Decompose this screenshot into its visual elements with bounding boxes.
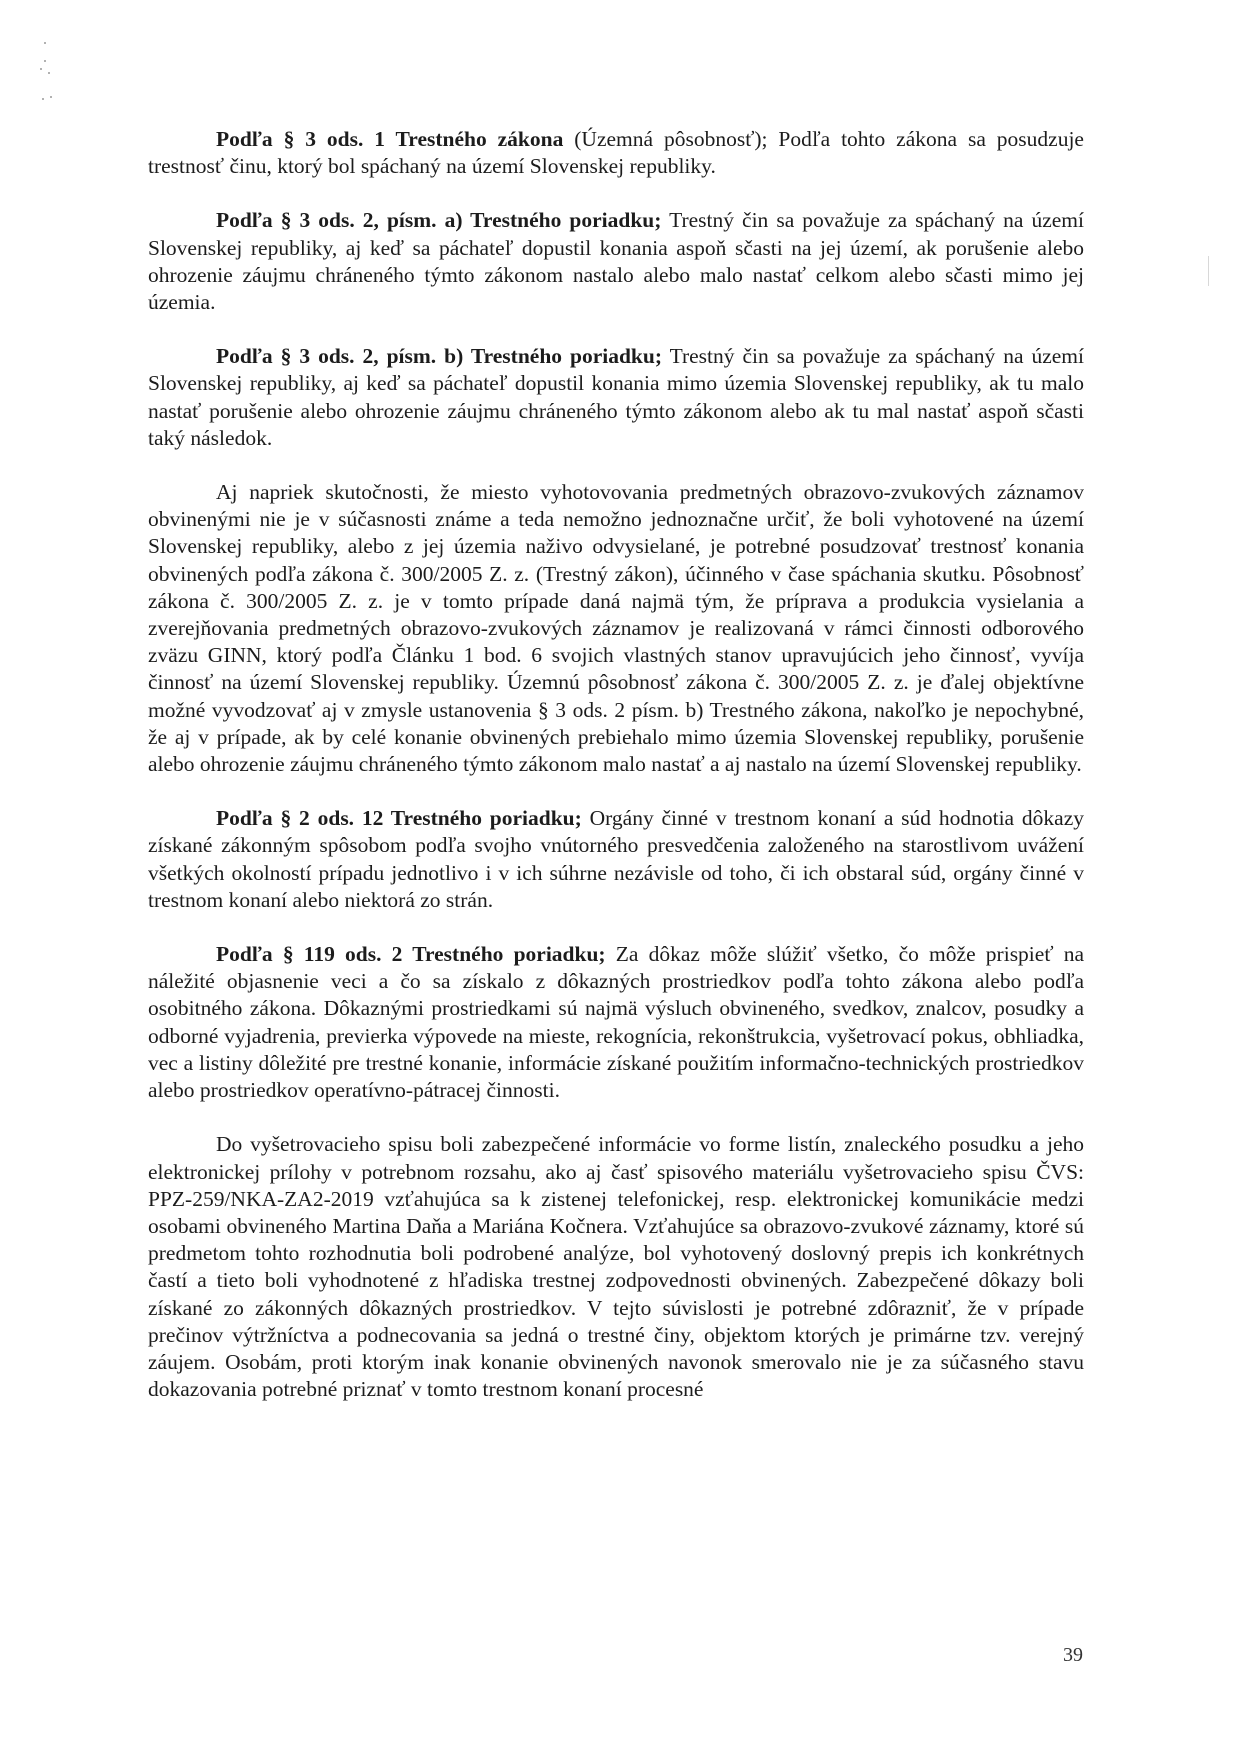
paragraph-heading: Podľa § 119 ods. 2 Trestného poriadku; xyxy=(216,942,606,967)
paragraph-text: Orgány činné v trestnom konaní a súd hodnotia dôkazy získané zákonným spôsobom podľa svojho vnútorného presvedčenia založeného na starostlivom uvážení všetkých okolností prípadu jednotlivo i v ich súhrne nezávisle od toho, či ich obstaral súd, orgány činné v trestnom konaní alebo niektorá zo strán. xyxy=(148,806,1084,912)
paragraph-text: Do vyšetrovacieho spisu boli zabezpečené informácie vo forme listín, znaleckého posudku a jeho elektronickej prílohy v potrebnom rozsahu, ako aj časť spisového materiálu vyšetrovacieho spisu ČVS: PPZ-259/NKA-ZA2-2019 vzťahujúca sa k zistenej telefonickej, resp. elektronickej komunikácie medzi osobami obvineného Martina Daňa a Mariána Kočnera. Vzťahujúce sa obrazovo-zvukové záznamy, ktoré sú predmetom tohto rozhodnutia boli podrobené analýze, bol vyhotovený doslovný prepis ich konkrétnych častí a tieto boli vyhodnotené z hľadiska trestnej zodpovednosti obvinených. Zabezpečené dôkazy boli získané zo zákonných dôkazných prostriedkov. V tejto súvislosti je potrebné zdôrazniť, že v prípade prečinov výtržníctva a podnecovania sa jedná o trestné činy, objektom ktorých je primárne tzv. verejný záujem. Osobám, proti ktorým inak konanie obvinených navonok smerovalo nie je za súčasného stavu dokazovania potrebné priznať v tomto trestnom konaní procesné xyxy=(148,1132,1084,1402)
paragraph-text: Za dôkaz môže slúžiť všetko, čo môže prispieť na náležité objasnenie veci a čo sa získalo z dôkazných prostriedkov podľa tohto zákona alebo podľa osobitného zákona. Dôkaznými prostriedkami sú najmä výsluch obvineného, svedkov, znalcov, posudky a odborné vyjadrenia, previerka výpovede na mieste, rekognícia, rekonštrukcia, vyšetrovací pokus, obhliadka, vec a listiny dôležité pre trestné konanie, informácie získané použitím informačno-technických prostriedkov alebo prostriedkov operatívno-pátracej činnosti. xyxy=(148,942,1084,1103)
paragraph-jurisdiction-reasoning xyxy=(148,479,1084,778)
paragraph-text: (Územná pôsobnosť); Podľa tohto zákona sa posudzuje trestnosť činu, ktorý bol spáchaný na území Slovenskej republiky. xyxy=(148,127,1084,179)
paragraph-text: Aj napriek skutočnosti, že miesto vyhotovovania predmetných obrazovo-zvukových záznamov obvinenými nie je v súčasnosti známe a teda nemožno jednoznačne určiť, že boli vyhotovené na území Slovenskej republiky, alebo z jej územia naživo odvysielané, je potrebné posudzovať trestnosť konania obvinených podľa zákona č. 300/2005 Z. z. (Trestný zákon), účinného v čase spáchania skutku. Pôsobnosť zákona č. 300/2005 Z. z. je v tomto prípade daná najmä tým, že príprava a produkcia vysielania a zverejňovania predmetných obrazovo-zvukových záznamov je realizovaná v rámci činnosti odborového zväzu GINN, ktorý podľa Článku 1 bod. 6 svojich vlastných stanov upravujúcich jeho činnosť, vyvíja činnosť na území Slovenskej republiky. Územnú pôsobnosť zákona č. 300/2005 Z. z. je ďalej objektívne možné vyvodzovať aj v zmysle ustanovenia § 3 ods. 2 písm. b) Trestného zákona, nakoľko je nepochybné, že aj v prípade, ak by celé konanie obvinených prebiehalo mimo územia Slovenskej republiky, porušenie alebo ohrozenie záujmu chráneného týmto zákonom malo nastať a aj nastalo na území Slovenskej republiky. xyxy=(148,480,1084,777)
page-number: 39 xyxy=(1063,1644,1083,1666)
paragraph-heading: Podľa § 3 ods. 2, písm. a) Trestného poriadku; xyxy=(216,208,662,233)
paragraph-section-3-2b xyxy=(148,343,1084,452)
paragraph-heading: Podľa § 3 ods. 2, písm. b) Trestného poriadku; xyxy=(216,344,663,369)
paragraph-section-2-12 xyxy=(148,805,1084,914)
paragraph-heading: Podľa § 2 ods. 12 Trestného poriadku; xyxy=(216,806,582,831)
document-page-body xyxy=(148,126,1084,1430)
paragraph-text: Trestný čin sa považuje za spáchaný na území Slovenskej republiky, aj keď sa páchateľ dopustil konania mimo územia Slovenskej republiky, ak tu malo nastať porušenie alebo ohrozenie záujmu chráneného týmto zákonom alebo ak tu mal nastať aspoň sčasti taký následok. xyxy=(148,344,1085,450)
scan-artifact-marks xyxy=(38,40,68,120)
paragraph-investigation-file xyxy=(148,1131,1084,1403)
paragraph-heading: Podľa § 3 ods. 1 Trestného zákona xyxy=(216,127,564,151)
scan-edge-mark xyxy=(1208,256,1209,286)
paragraph-section-119-2 xyxy=(148,941,1084,1104)
paragraph-text: Trestný čin sa považuje za spáchaný na území Slovenskej republiky, aj keď sa páchateľ dopustil konania aspoň sčasti na jej území, ak porušenie alebo ohrozenie záujmu chráneného týmto zákonom nastalo alebo malo nastať celkom alebo sčasti mimo jej územia. xyxy=(148,208,1084,315)
paragraph-section-3-2a xyxy=(148,207,1084,316)
paragraph-territorial-scope xyxy=(148,126,1084,180)
